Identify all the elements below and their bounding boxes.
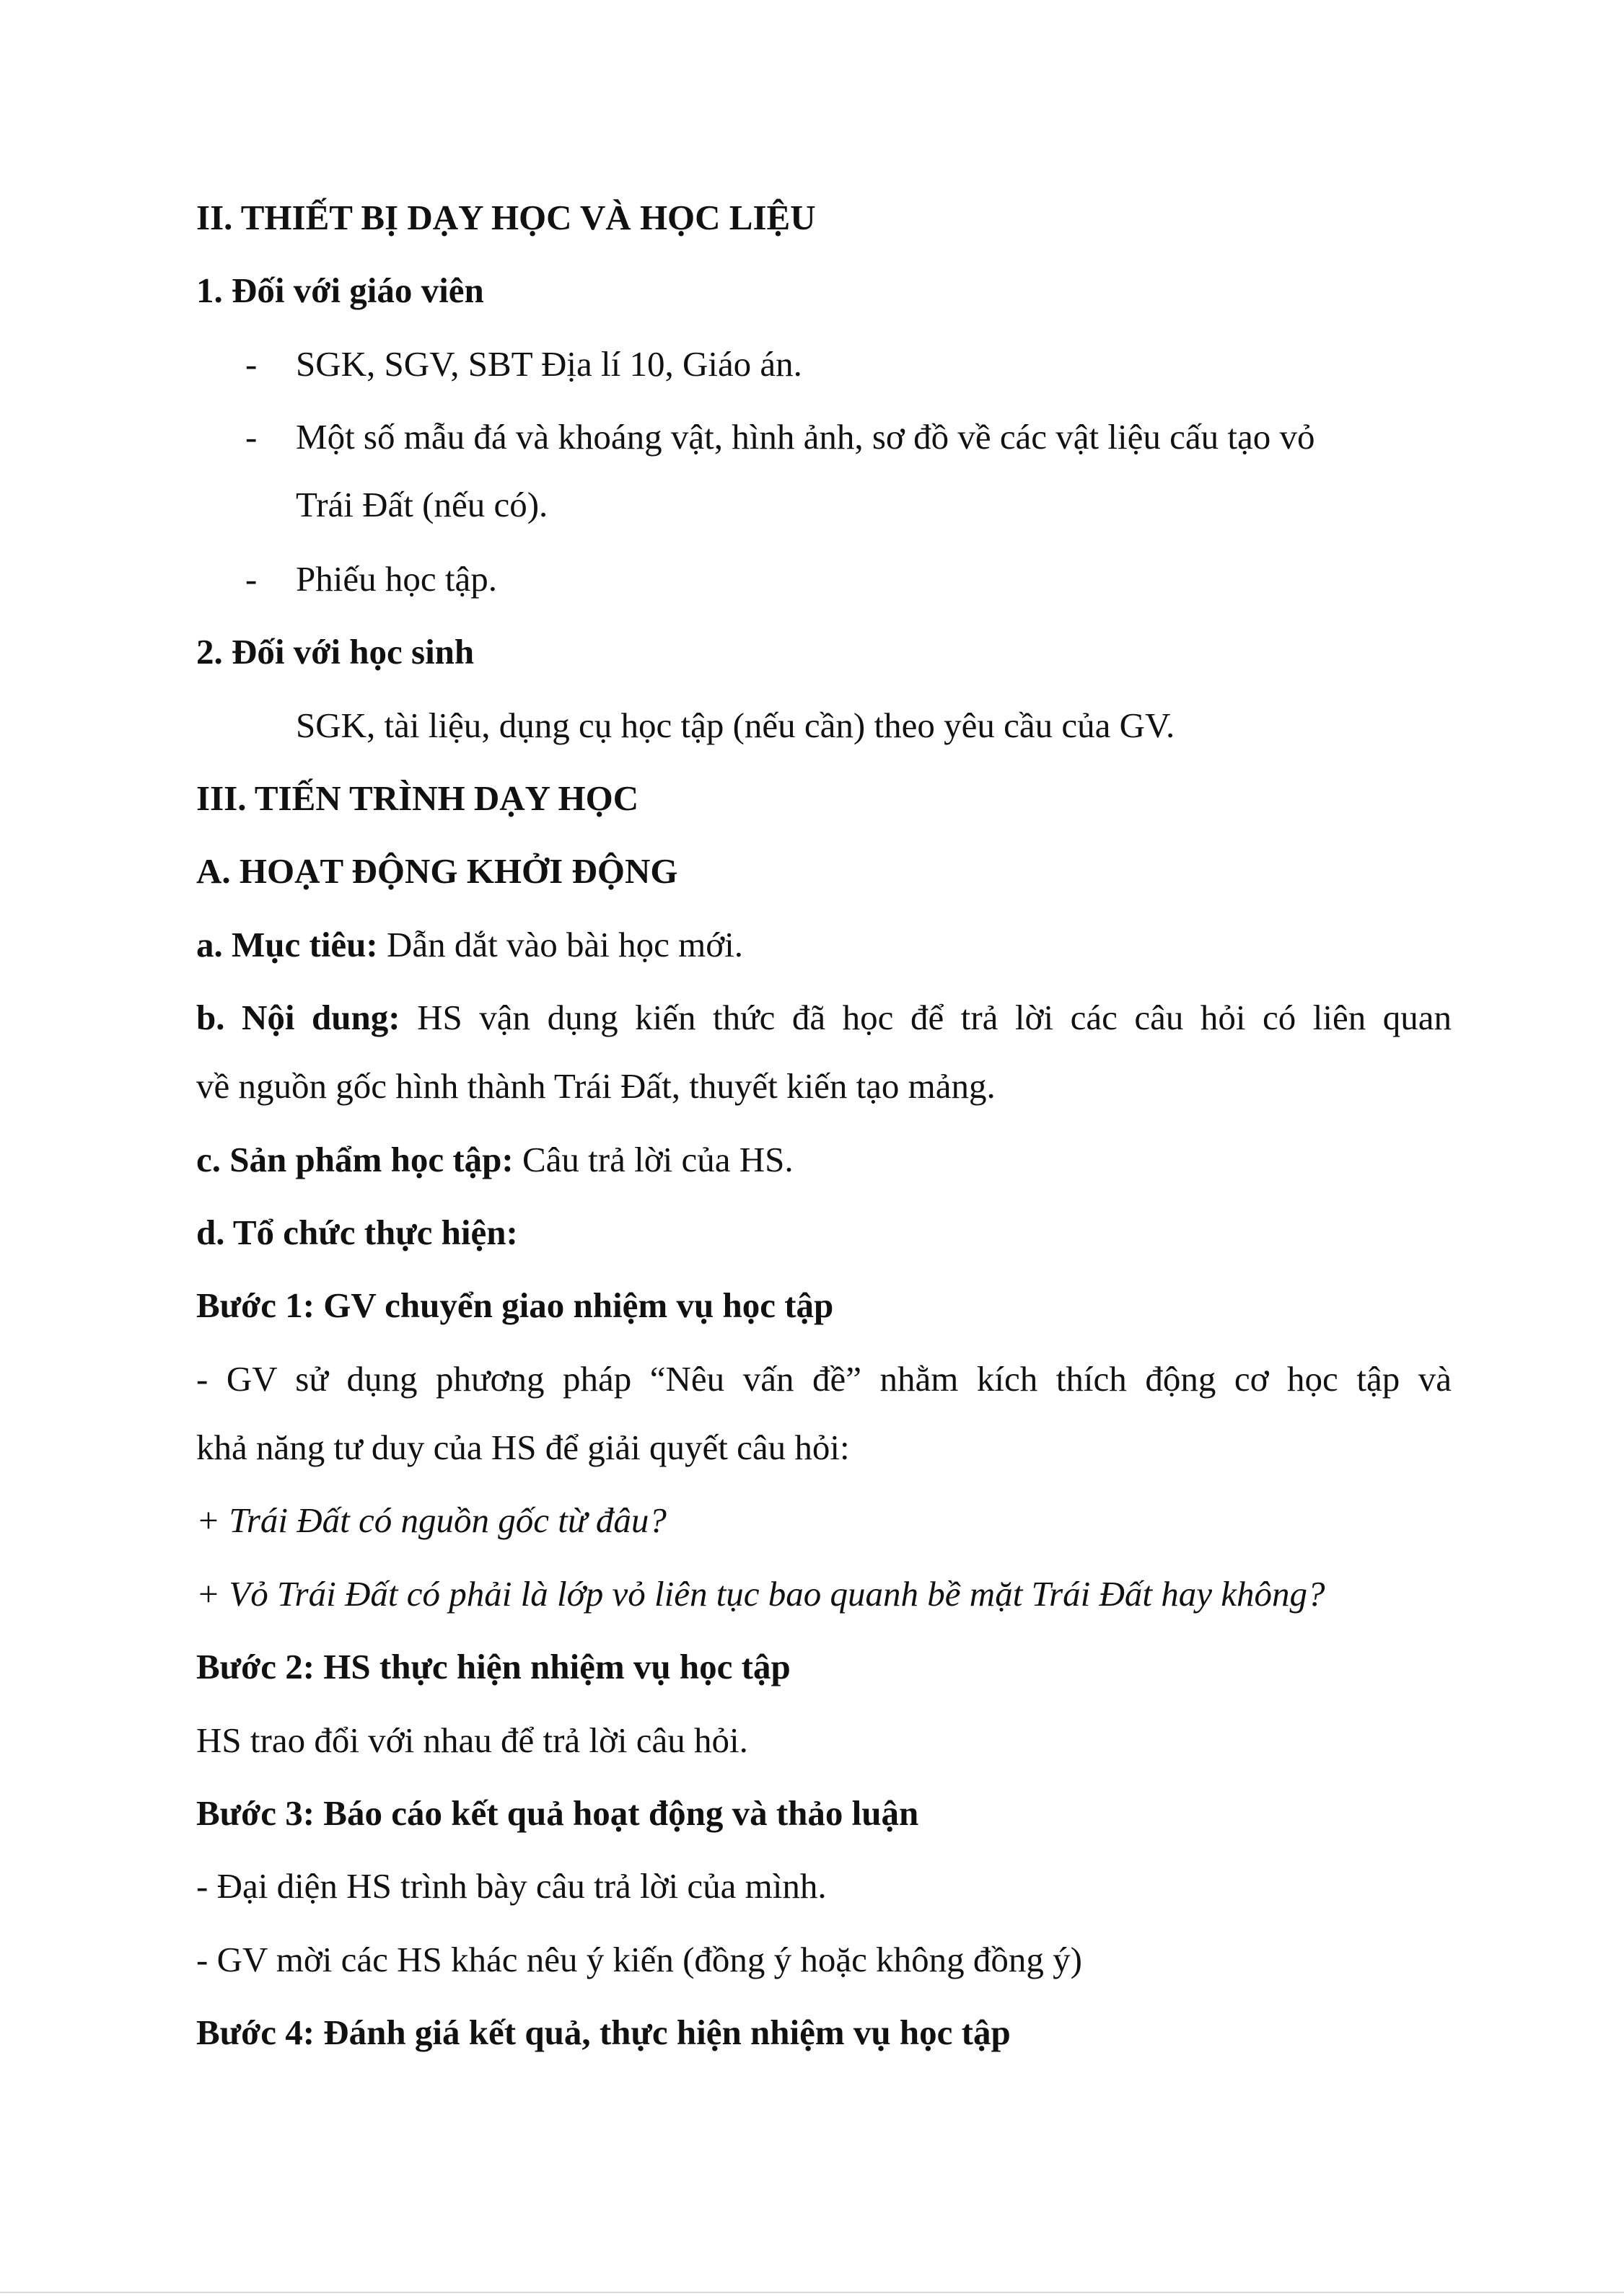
- teacher-item-2-cont: Trái Đất (nếu có).: [296, 485, 548, 524]
- content-label: b. Nội dung:: [196, 998, 400, 1037]
- objective-text: Dẫn dắt vào bài học mới.: [377, 925, 743, 964]
- teacher-item-text: Một số mẫu đá và khoáng vật, hình ảnh, sơ đồ về các vật liệu cấu tạo vỏ: [296, 417, 1315, 457]
- product-label: c. Sản phẩm học tập:: [196, 1140, 514, 1179]
- step-1-text-2: khả năng tư duy của HS để giải quyết câu hỏi:: [196, 1428, 850, 1467]
- section-heading-equipment: II. THIẾT BỊ DẠY HỌC VÀ HỌC LIỆU: [196, 198, 816, 237]
- section-heading-process: III. TIẾN TRÌNH DẠY HỌC: [196, 778, 639, 818]
- step-4-heading: Bước 4: Đánh giá kết quả, thực hiện nhiệm vụ học tập: [196, 2013, 1011, 2052]
- organization-label: d. Tổ chức thực hiện:: [196, 1213, 518, 1252]
- bullet-dash: -: [245, 417, 258, 457]
- activity-heading-start: A. HOẠT ĐỘNG KHỞI ĐỘNG: [196, 851, 678, 891]
- content-line-1: [196, 996, 1452, 1039]
- product-line: [196, 1138, 1452, 1182]
- objective-label: a. Mục tiêu:: [196, 925, 378, 964]
- content-text: HS vận dụng kiến thức đã học để trả lời các câu hỏi có liên quan: [400, 998, 1452, 1037]
- step-1-text-1: - GV sử dụng phương pháp “Nêu vấn đề” nhằm kích thích động cơ học tập và: [196, 1359, 1452, 1399]
- page-bottom-border: [0, 2292, 1624, 2293]
- bullet-dash: -: [245, 344, 258, 384]
- step-1-heading: Bước 1: GV chuyển giao nhiệm vụ học tập: [196, 1285, 834, 1325]
- bullet-dash: -: [245, 559, 258, 599]
- subheading-teacher: 1. Đối với giáo viên: [196, 270, 484, 310]
- content-line-2: về nguồn gốc hình thành Trái Đất, thuyết kiến tạo mảng.: [196, 1066, 996, 1106]
- teacher-item-text: SGK, SGV, SBT Địa lí 10, Giáo án.: [296, 344, 802, 384]
- step-3-text-2: - GV mời các HS khác nêu ý kiến (đồng ý hoặc không đồng ý): [196, 1940, 1082, 1979]
- step-3-text-1: - Đại diện HS trình bày câu trả lời của mình.: [196, 1866, 827, 1906]
- question-2: + Vỏ Trái Đất có phải là lớp vỏ liên tục bao quanh bề mặt Trái Đất hay không?: [196, 1574, 1325, 1614]
- subheading-student: 2. Đối với học sinh: [196, 632, 475, 672]
- teacher-item-text: Phiếu học tập.: [296, 559, 497, 599]
- question-1: + Trái Đất có nguồn gốc từ đâu?: [196, 1500, 667, 1540]
- step-2-text: HS trao đổi với nhau để trả lời câu hỏi.: [196, 1720, 748, 1760]
- product-text: Câu trả lời của HS.: [513, 1140, 794, 1179]
- objective-line: [196, 923, 1452, 967]
- step-3-heading: Bước 3: Báo cáo kết quả hoạt động và thảo luận: [196, 1793, 919, 1833]
- student-text: SGK, tài liệu, dụng cụ học tập (nếu cần) theo yêu cầu của GV.: [296, 705, 1175, 745]
- step-2-heading: Bước 2: HS thực hiện nhiệm vụ học tập: [196, 1647, 791, 1686]
